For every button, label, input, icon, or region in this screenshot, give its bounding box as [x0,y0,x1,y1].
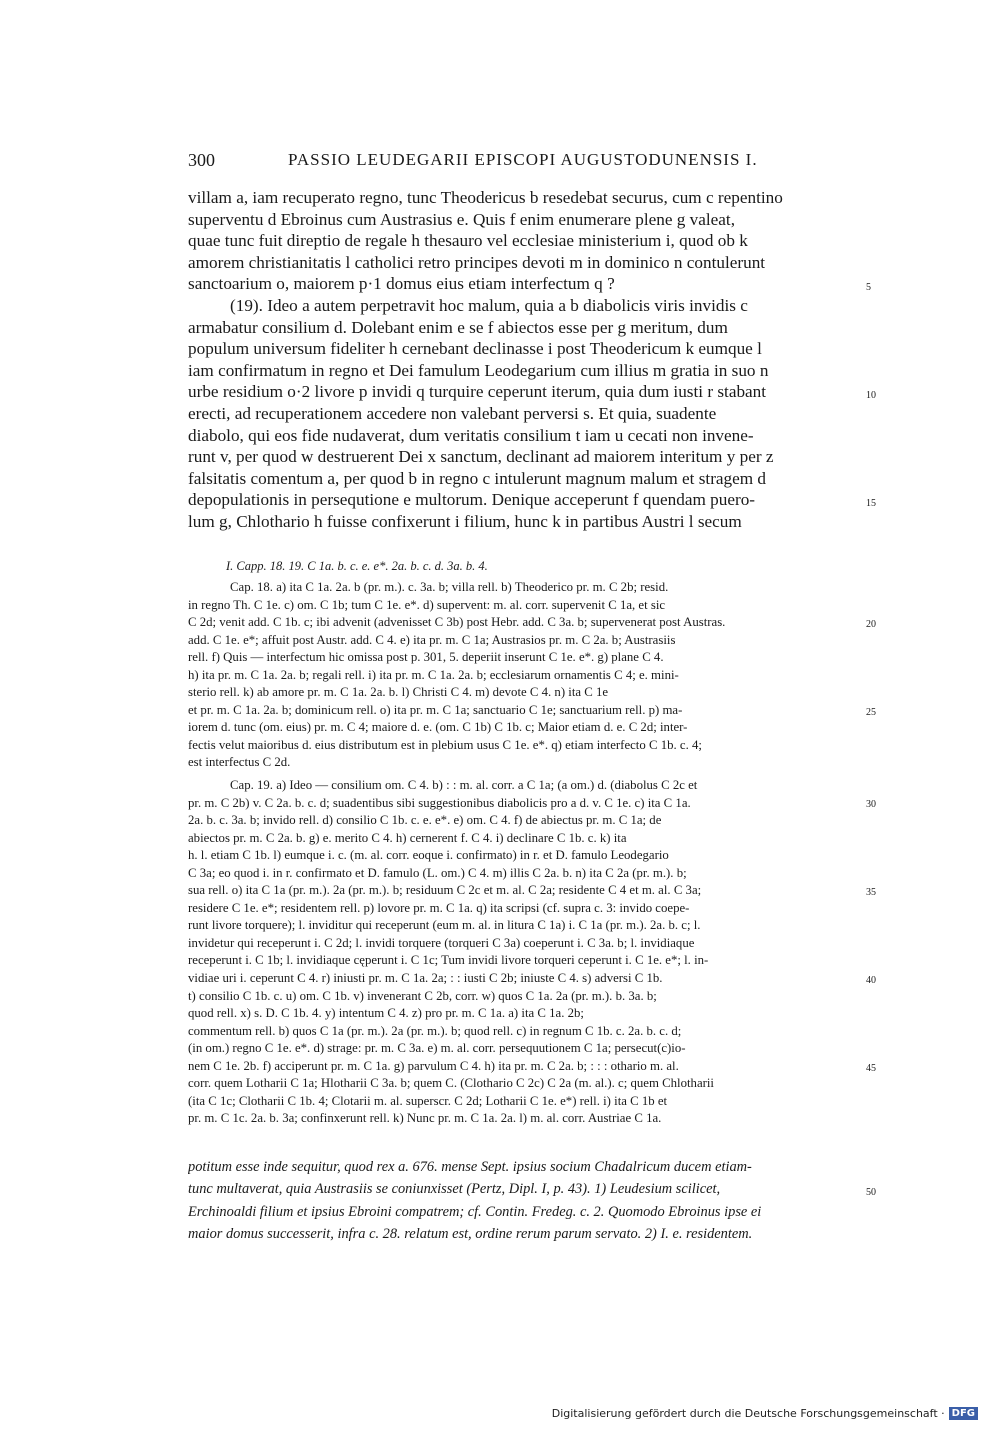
critical-apparatus [188,579,860,1128]
note-line: Cap. 19. a) Ideo — consilium om. C 4. b) : : m. al. corr. a C 1a; (a om.) d. (diabolus C 2c et [230,778,698,793]
text-line: diabolo, qui eos fide nudaverat, dum veritatis consilium t iam u cecati non invene- [188,425,754,445]
note-line: abiectos pr. m. C 2a. b. g) e. merito C 4. h) cernerent f. C 4. i) declinare C 1b. c. k) ita [188,830,627,845]
note-line: commentum rell. b) quos C 1a (pr. m.). 2a (pr. m.). b; quod rell. c) in regnum C 1b. c. 2a. b. c. d; [188,1023,682,1038]
text-line: villam a, iam recuperato regno, tunc Theodericus b resedebat securus, cum c repentino [188,188,783,207]
text-line: falsitatis comentum a, per quod b in regno c intulerunt magnum malum et stragem d [188,468,767,488]
line-number: 35 [866,887,876,898]
note-line: Cap. 18. a) ita C 1a. 2a. b (pr. m.). c. 3a. b; villa rell. b) Theoderico pr. m. C 2b; resid. [230,580,669,594]
funding-text: Digitalisierung gefördert durch die Deutsche Forschungsgemeinschaft · [551,1407,945,1420]
footnote-line: maior domus successerit, infra c. 28. relatum est, ordine rerum parum servato. 2) I. e. residentem. [188,1225,753,1242]
note-line: in regno Th. C 1e. c) om. C 1b; tum C 1e. e*. d) supervent: m. al. corr. supervenit C 1a, et sic [188,597,666,612]
text-line: armabatur consilium d. Dolebant enim e se f abiectos esse per g meritum, dum [188,317,728,337]
line-number: 15 [866,498,876,509]
note-line: fectis velut maioribus d. eius distributum est in plebium usus C 1e. e*. q) etiam interfecto C 1b. c. 4; [188,737,702,752]
text-line: lum g, Chlothario h fuisse confixerunt i filium, hunc k in partibus Austri l secum [188,511,742,531]
footnote-line: Erchinoaldi filium et ipsius Ebroini compatrem; cf. Contin. Fredeg. c. 2. Quomodo Ebroinus ipse ei [188,1203,762,1220]
footnote-line: tunc multaverat, quia Austrasiis se coniunxisset (Pertz, Dipl. I, p. 43). 1) Leudesium scilicet, [188,1181,721,1198]
note-line: quod rell. x) s. D. C 1b. 4. y) intentum C 4. z) pro pr. m. C 1a. a) ita C 1a. 2b; [188,1006,584,1021]
note-line: pr. m. C 2b) v. C 2a. b. c. d; suadentibus sibi suggestionibus diabolicis pro a d. v. C 1e. c) ita C 1a. [188,795,691,810]
line-number: 40 [866,975,876,986]
apparatus-caption: I. Capp. 18. 19. C 1a. b. c. e. e*. 2a. b. c. d. 3a. b. 4. [226,559,488,573]
text-line: runt v, per quod w destruerent Dei x sanctum, declinant ad maiorem interitum y per z [188,447,774,467]
line-number: 10 [866,390,876,401]
note-line: pr. m. C 1c. 2a. b. 3a; confinxerunt rell. k) Nunc pr. m. C 1a. 2a. l) m. al. corr. Austriae C 1a. [188,1111,662,1126]
text-line: quae tunc fuit direptio de regale h thesauro vel ecclesiae ministerium i, quod ob k [188,231,748,251]
note-line: est interfectus C 2d. [188,755,291,770]
note-line: et pr. m. C 1a. 2a. b; dominicum rell. o) ita pr. m. C 1a; sanctuario C 1e; sanctuarium rell. p) ma- [188,702,683,717]
note-line: residere C 1e. e*; residentem rell. p) lovore pr. m. C 1a. q) ita scripsi (cf. supra c. 3: invido coepe- [188,900,690,915]
footnote-line: potitum esse inde sequitur, quod rex a. 676. mense Sept. ipsius socium Chadalricum ducem etiam- [188,1159,752,1175]
text-line: superventu d Ebroinus cum Austrasius e. Quis f enim enumerare plene g valeat, [188,209,735,229]
running-title: PASSIO LEUDEGARII EPISCOPI AUGUSTODUNENSIS I. [288,150,758,169]
note-line: add. C 1e. e*; affuit post Austr. add. C 4. e) ita pr. m. C 1a; Austrasios pr. m. C 2a. b; Austrasiis [188,632,676,647]
note-line: (in om.) regno C 1e. e*. d) strage: pr. m. C 3a. e) m. al. corr. persequutionem C 1a; persecut(c)io- [188,1041,686,1056]
dfg-logo: DFG [949,1407,978,1420]
text-line: populum universum fideliter h cernebant declinasse i post Theodericum k eumque l [188,339,762,359]
note-line: nem C 1e. 2b. f) acciperunt pr. m. C 1a. g) parvulum C 4. h) ita pr. m. C 2a. b; : : : othario m. al. [188,1058,679,1073]
note-line: C 3a; eo quod i. in r. confirmato et D. famulo (L. om.) C 4. m) illis C 2a. b. n) ita C 2a (pr. m.). b; [188,865,687,880]
note-line: h. l. etiam C 1b. l) eumque i. c. (m. al. corr. eoque i. confirmato) in r. et D. famulo Leodegario [188,848,669,863]
text-line: depopulationis in persequtione e multorum. Denique acceperunt f quendam puero- [188,490,756,510]
note-line: runt livore torquere); l. inviditur qui receperunt (eum m. al. in litura C 1a) i. C 1a (pr. m.). 2a. b. c; l. [188,918,701,933]
note-line: (ita C 1c; Clotharii C 1b. 4; Clotarii m. al. superscr. C 2d; Lotharii C 1e. e*) rell. i) ita C 1b et [188,1093,668,1108]
line-number: 20 [866,619,876,630]
note-line: iorem d. tunc (om. eius) pr. m. C 4; maiore d. e. (om. C 1b) C 1b. c; Maior etiam d. e. C 2d; inter- [188,720,688,735]
note-line: invidetur qui receperunt i. C 2d; l. invidi torquere (torqueri C 3a) coeperunt i. C 3a. b; l. invidiaque [188,935,695,950]
note-line: vidiae uri i. ceperunt C 4. r) iniusti pr. m. C 1a. 2a; : : iusti C 2b; iniuste C 4. s) adversi C 1b. [188,971,663,986]
footnotes [188,1156,860,1245]
line-number: 45 [866,1063,876,1074]
funding-note [552,1407,978,1420]
page-header [188,150,878,174]
text-line: sanctoarium o, maiorem p·1 domus eius etiam interfectum q ? [188,274,615,294]
line-number: 25 [866,707,876,718]
text-line: urbe residium o·2 livore p invidi q turquire ceperunt iterum, quia dum iusti r stabant [188,382,767,402]
note-line: corr. quem Lotharii C 1a; Hlotharii C 3a. b; quem C. (Clothario C 2c) C 2a (m. al.). c; quem Chlotharii [188,1076,714,1091]
line-number: 50 [866,1187,876,1198]
line-number: 5 [866,282,871,293]
note-line: rell. f) Quis — interfectum hic omissa post p. 301, 5. deperiit inserunt C 1e. e*. g) plane C 4. [188,650,664,665]
page-number: 300 [188,150,215,170]
line-number: 30 [866,799,876,810]
main-text [188,187,860,533]
text-line: (19). Ideo a autem perpetravit hoc malum, quia a b diabolicis viris invidis c [230,295,748,315]
note-line: 2a. b. c. 3a. b; invido rell. d) consilio C 1b. c. e. e*. e) om. C 4. f) de abiectus pr. m. C 1a; de [188,813,662,828]
note-line: sterio rell. k) ab amore pr. m. C 1a. 2a. b. l) Christi C 4. m) devote C 4. n) ita C 1e [188,685,609,700]
note-line: t) consilio C 1b. c. u) om. C 1b. v) invenerant C 2b, corr. w) quos C 1a. 2a (pr. m.). b. 3a. b; [188,988,657,1003]
text-line: erecti, ad recuperationem accedere non valebant perversi s. Et quia, suadente [188,403,717,423]
note-line: C 2d; venit add. C 1b. c; ibi advenit (advenisset C 3b) post Hebr. add. C 3a. b; supervenerat post Austras. [188,615,726,630]
note-line: h) ita pr. m. C 1a. 2a. b; regali rell. i) ita pr. m. C 1a. 2a. b; ecclesiarum ornamentis C 4; e. mini- [188,667,679,682]
note-line: receperunt i. C 1b; l. invidiaque cęperunt i. C 1c; Tum invidi livore torqueri ceperunt i. C 1e. e*; l. in- [188,953,709,968]
note-line: sua rell. o) ita C 1a (pr. m.). 2a (pr. m.). b; residuum C 2c et m. al. C 2a; residente C 4 et m. al. C 3a; [188,883,702,898]
text-line: iam confirmatum in regno et Dei famulum Leodegarium cum illius m gratia in suo n [188,360,769,380]
text-line: amorem christianitatis l catholici retro principes devoti m in dominico n contulerunt [188,252,766,272]
